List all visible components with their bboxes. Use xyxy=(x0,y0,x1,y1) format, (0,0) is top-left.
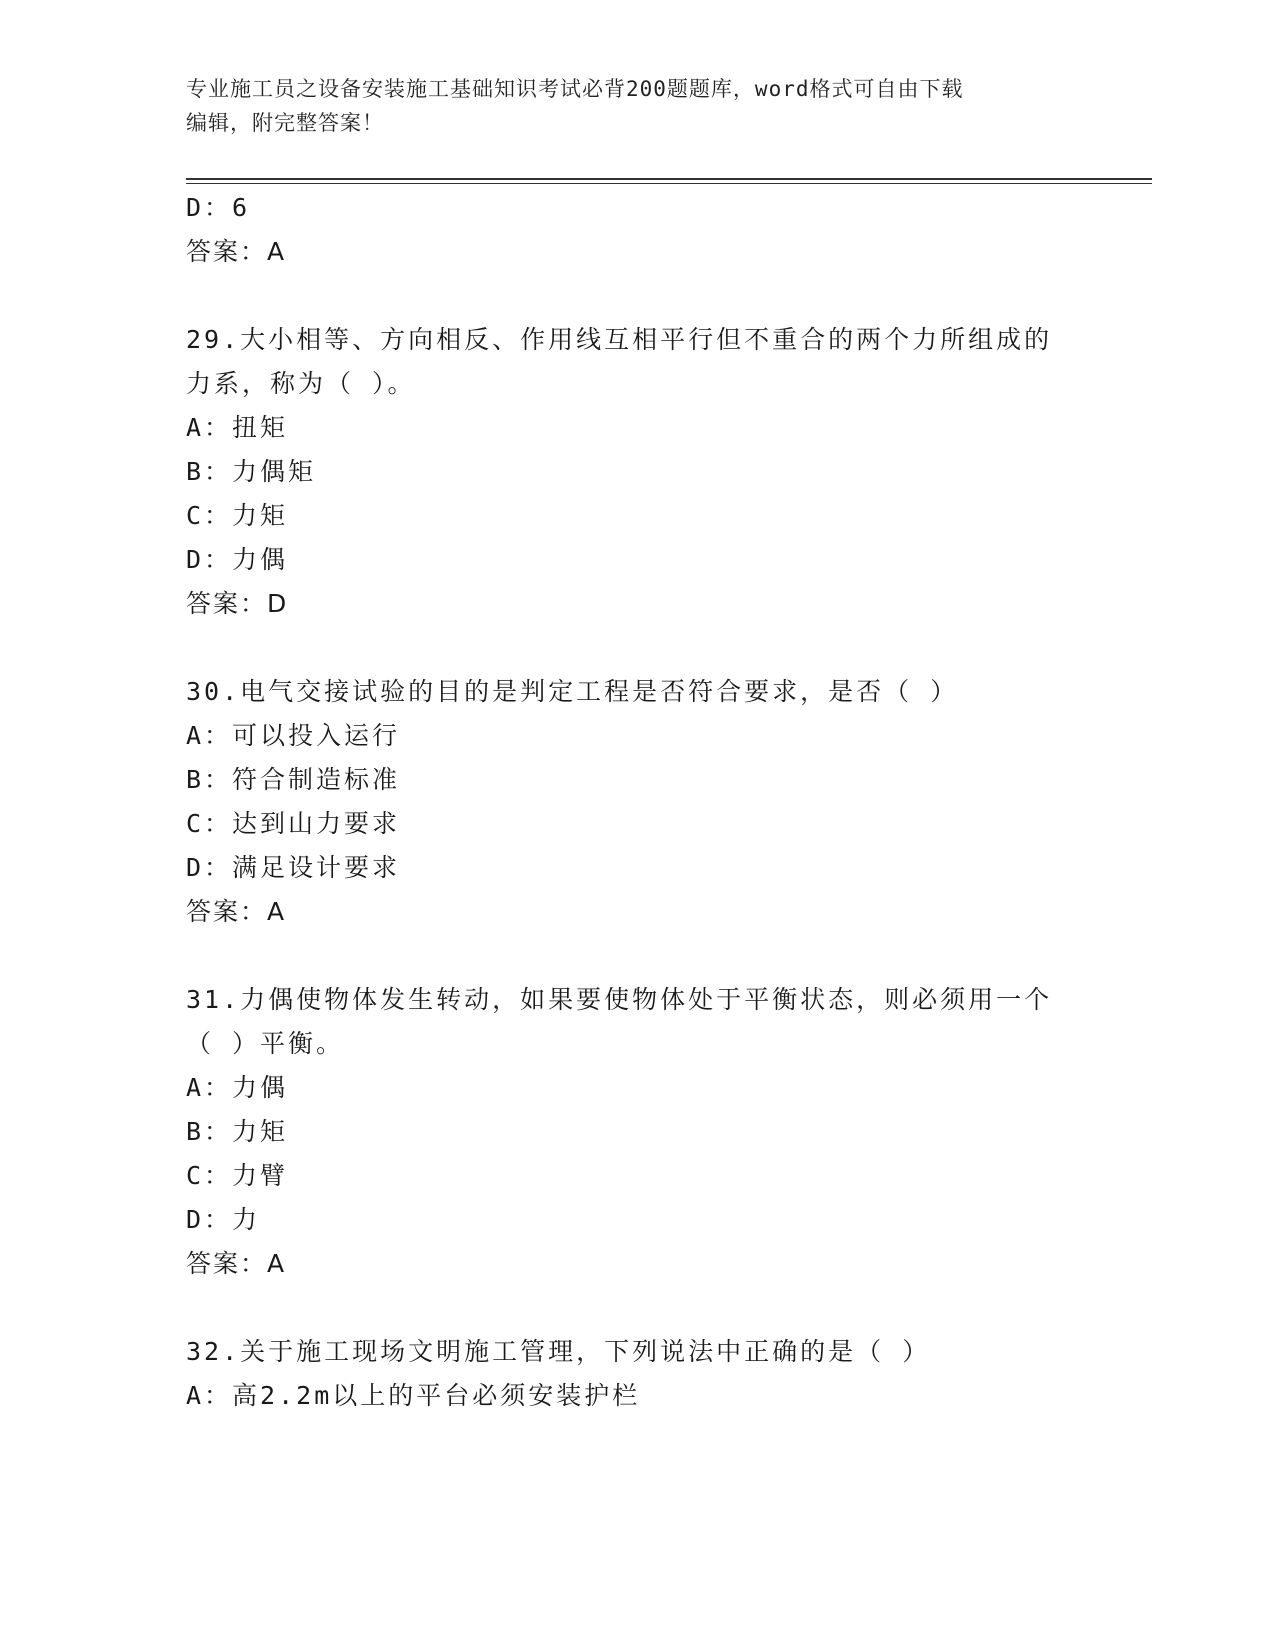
question-31-option-b: B：力矩 xyxy=(186,1117,289,1146)
header-line-2: 编辑，附完整答案！ xyxy=(186,111,384,135)
question-29-stem-line-1: 29.大小相等、方向相反、作用线互相平行但不重合的两个力所组成的 xyxy=(186,325,1053,354)
question-31-answer: 答案：A xyxy=(186,1249,287,1278)
header-rule-thin xyxy=(186,183,1152,184)
question-32-stem-line-1: 32.关于施工现场文明施工管理，下列说法中正确的是（ ） xyxy=(186,1337,931,1366)
question-29-option-b: B：力偶矩 xyxy=(186,457,317,486)
question-29-answer: 答案：D xyxy=(186,589,289,618)
question-29-option-c: C：力矩 xyxy=(186,501,289,530)
question-30-stem-line-1: 30.电气交接试验的目的是判定工程是否符合要求，是否（ ） xyxy=(186,677,959,706)
question-32-option-a: A：高2.2m以上的平台必须安装护栏 xyxy=(186,1381,641,1410)
question-29-option-a: A：扭矩 xyxy=(186,413,289,442)
question-31-option-a: A：力偶 xyxy=(186,1073,289,1102)
question-30-option-c: C：达到山力要求 xyxy=(186,809,401,838)
question-31-option-c: C：力臂 xyxy=(186,1161,289,1190)
question-30-option-d: D：满足设计要求 xyxy=(186,853,401,882)
document-header xyxy=(186,72,1086,140)
prev-answer: 答案：A xyxy=(186,237,287,266)
prev-option-d: D：6 xyxy=(186,193,251,222)
question-30-answer: 答案：A xyxy=(186,897,287,926)
question-31-option-d: D：力 xyxy=(186,1205,261,1234)
question-29-option-d: D：力偶 xyxy=(186,545,289,574)
header-rule-thick xyxy=(186,178,1152,180)
question-31-stem-line-1: 31.力偶使物体发生转动，如果要使物体处于平衡状态，则必须用一个 xyxy=(186,985,1053,1014)
question-31-stem-line-2: （ ）平衡。 xyxy=(186,1029,345,1058)
question-30-option-a: A：可以投入运行 xyxy=(186,721,401,750)
question-30-option-b: B：符合制造标准 xyxy=(186,765,401,794)
question-29-stem-line-2: 力系，称为（ ）。 xyxy=(186,369,416,398)
header-line-1: 专业施工员之设备安装施工基础知识考试必背200题题库，word格式可自由下载 xyxy=(186,77,964,101)
